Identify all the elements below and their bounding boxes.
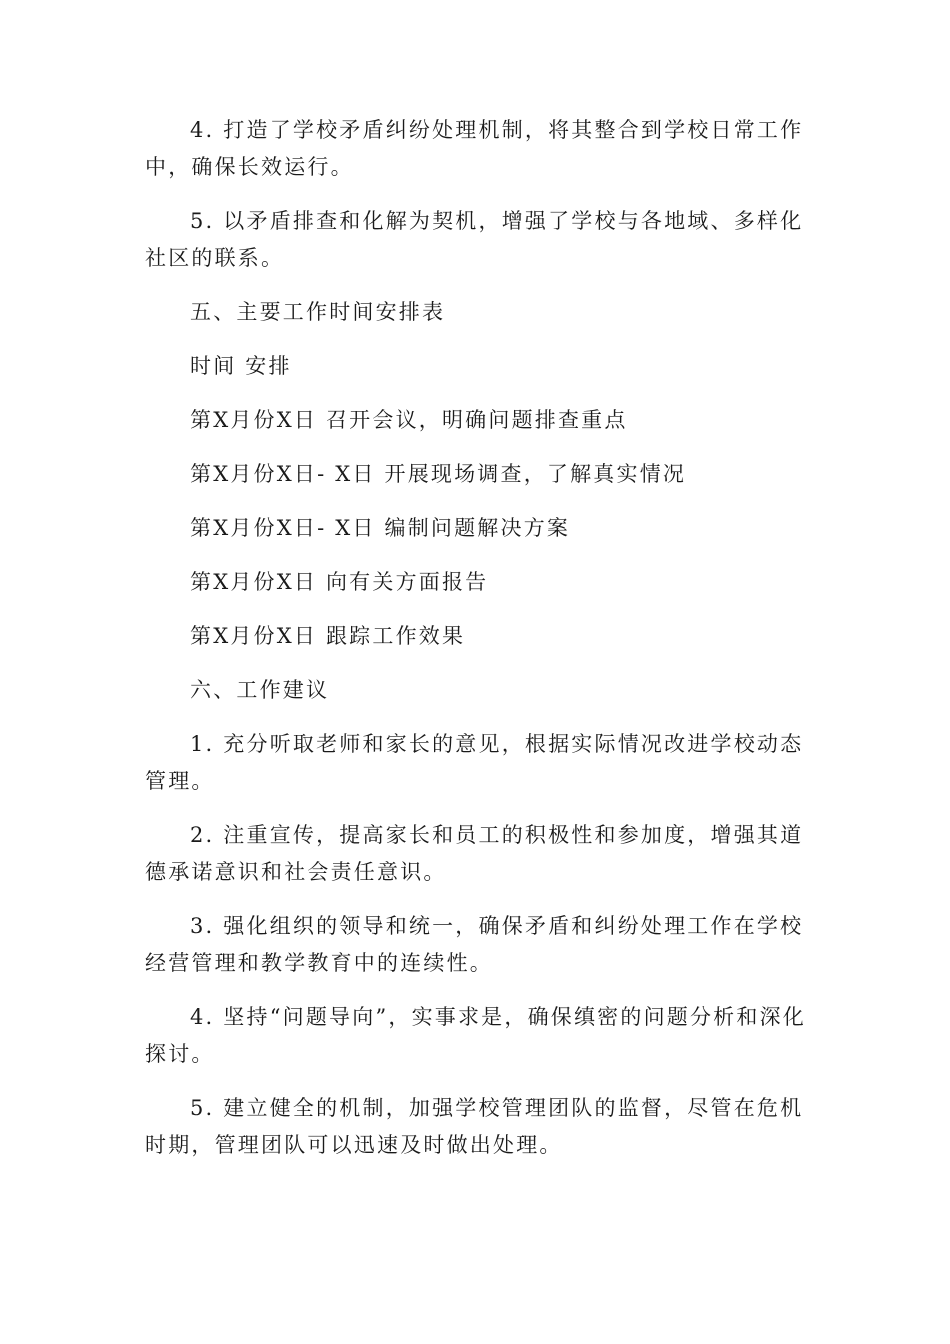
schedule-row: 第X月份X日 跟踪工作效果 (190, 624, 466, 648)
document-page (145, 112, 810, 1164)
suggestion-item: 4. 坚持“问题导向”，实事求是，确保缜密的问题分析和深化探讨。 (145, 1005, 806, 1066)
suggestion-item: 5. 建立健全的机制，加强学校管理团队的监督，尽管在危机时期，管理团队可以迅速及时做出处理。 (145, 1096, 804, 1157)
section-heading-schedule: 五、主要工作时间安排表 (190, 300, 446, 324)
schedule-row: 第X月份X日 向有关方面报告 (190, 570, 489, 594)
schedule-row: 第X月份X日- X日 编制问题解决方案 (190, 516, 571, 540)
paragraph-item-5: 5. 以矛盾排查和化解为契机，增强了学校与各地域、多样化社区的联系。 (145, 209, 804, 270)
paragraph-item-4: 4. 打造了学校矛盾纠纷处理机制，将其整合到学校日常工作中，确保长效运行。 (145, 118, 804, 179)
suggestion-item: 1. 充分听取老师和家长的意见，根据实际情况改进学校动态管理。 (145, 732, 804, 793)
suggestion-item: 2. 注重宣传，提高家长和员工的积极性和参加度，增强其道德承诺意识和社会责任意识。 (145, 823, 804, 884)
schedule-table-header: 时间 安排 (190, 354, 292, 378)
section-heading-suggestions: 六、工作建议 (190, 678, 330, 702)
suggestion-item: 3. 强化组织的领导和统一，确保矛盾和纠纷处理工作在学校经营管理和教学教育中的连续性。 (145, 914, 804, 975)
schedule-row: 第X月份X日 召开会议，明确问题排查重点 (190, 408, 628, 432)
schedule-row: 第X月份X日- X日 开展现场调查，了解真实情况 (190, 462, 687, 486)
